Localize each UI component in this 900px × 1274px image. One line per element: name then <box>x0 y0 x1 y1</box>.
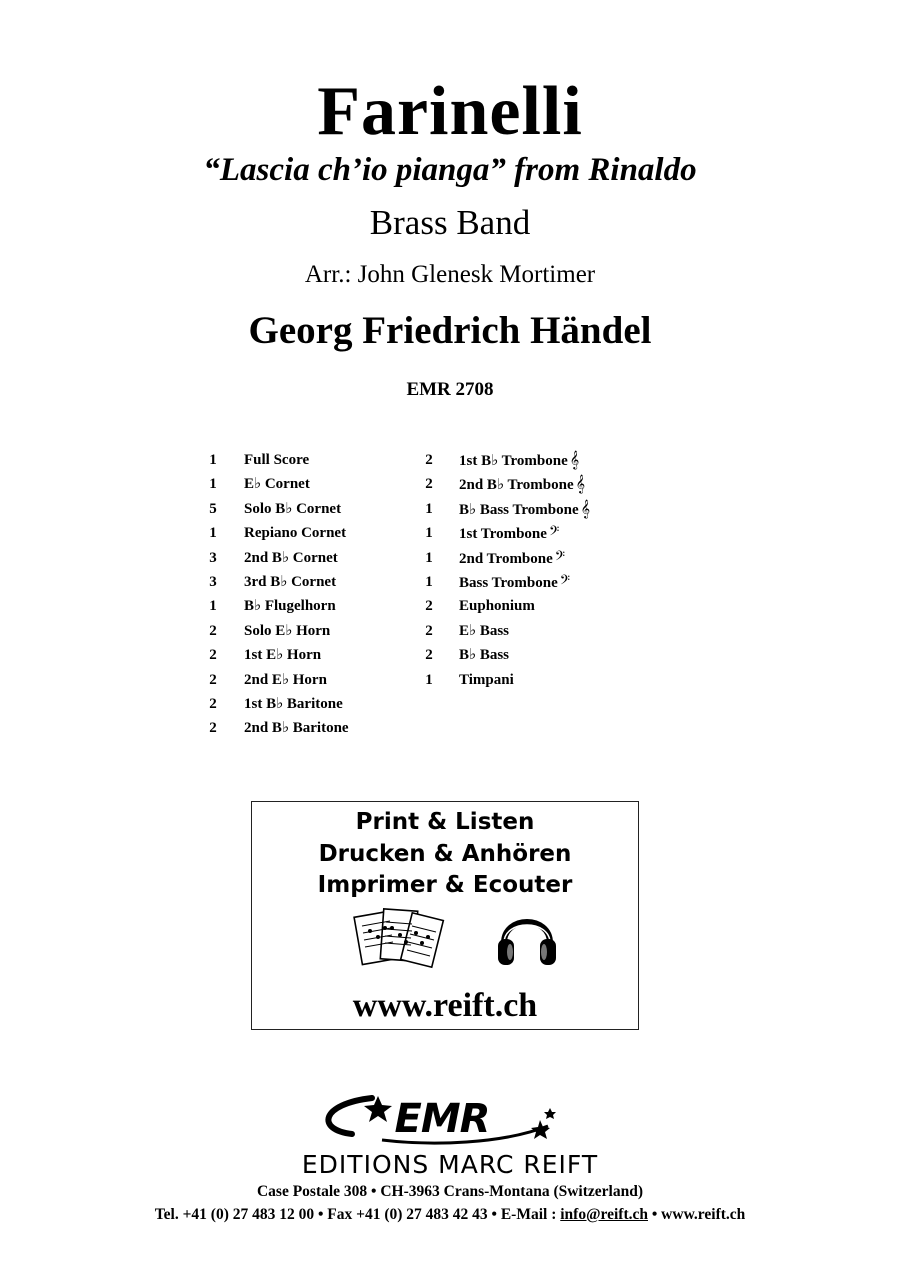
part-name-text: Bass Trombone <box>459 575 558 591</box>
svg-text:EMR: EMR <box>394 1096 490 1142</box>
treble-clef-icon: 𝄞 <box>569 450 580 469</box>
part-name <box>244 572 336 592</box>
catalog-number: EMR 2708 <box>406 379 494 400</box>
part-name <box>244 621 330 641</box>
part-name <box>244 450 309 470</box>
publisher-name: EDITIONS MARC REIFT <box>301 1150 599 1179</box>
print-listen-box <box>251 801 639 1030</box>
part-name <box>244 523 346 543</box>
bass-clef-icon: 𝄢 <box>559 572 571 591</box>
part-name-text: Solo B♭ Cornet <box>244 500 342 517</box>
part-name <box>244 499 341 519</box>
part-quantity: 2 <box>425 647 433 664</box>
part-name-text: 2nd B♭ Cornet <box>244 549 338 566</box>
part-name <box>459 548 565 569</box>
part-quantity: 2 <box>209 696 217 712</box>
bass-clef-icon: 𝄢 <box>554 547 566 567</box>
composer-name: Georg Friedrich Händel <box>248 309 652 352</box>
part-name-text: B♭ Flugelhorn <box>244 598 336 615</box>
part-name <box>459 596 535 616</box>
part-quantity: 2 <box>425 622 433 639</box>
bass-clef-icon: 𝄢 <box>548 523 560 543</box>
part-quantity: 1 <box>209 598 217 615</box>
part-name-text: Euphonium <box>459 598 535 615</box>
part-name <box>244 694 343 714</box>
part-name <box>244 474 310 494</box>
part-quantity: 1 <box>425 500 433 517</box>
part-name-text: 1st B♭ Baritone <box>244 696 343 712</box>
part-name-text: 2nd Trombone <box>459 550 553 567</box>
email-link[interactable]: info@reift.ch <box>560 1206 648 1223</box>
part-quantity: 2 <box>209 671 217 688</box>
part-name-text: Repiano Cornet <box>244 525 347 542</box>
part-quantity: 1 <box>209 476 217 493</box>
part-name <box>459 670 514 690</box>
part-name-text: E♭ Bass <box>459 622 510 639</box>
part-quantity: 2 <box>425 598 433 615</box>
piece-subtitle: “Lascia ch’io pianga” from Rinaldo <box>203 152 697 188</box>
part-name <box>459 645 509 665</box>
part-name-text: 2nd E♭ Horn <box>244 671 327 688</box>
promo-line-french: Imprimer & Ecouter <box>317 872 573 898</box>
part-quantity: 3 <box>209 574 217 590</box>
promo-website-link[interactable]: www.reift.ch <box>352 987 538 1024</box>
part-name <box>459 450 579 471</box>
part-quantity: 3 <box>209 549 217 566</box>
part-name <box>459 523 559 544</box>
contact-phone-fax: Tel. +41 (0) 27 483 12 00 • Fax +41 (0) 27 483 42 43 • E-Mail : <box>154 1206 561 1223</box>
part-quantity: 1 <box>425 549 433 566</box>
promo-line-english: Print & Listen <box>355 809 535 835</box>
part-name-text: 2nd B♭ Trombone <box>459 477 574 494</box>
contact-website: • www.reift.ch <box>648 1206 746 1223</box>
part-name-text: Solo E♭ Horn <box>244 622 331 639</box>
part-name <box>459 621 509 641</box>
part-name-text: 1st B♭ Trombone <box>459 453 568 469</box>
part-quantity: 2 <box>209 647 217 664</box>
part-quantity: 2 <box>425 476 433 493</box>
part-name <box>244 670 327 690</box>
publisher-address: Case Postale 308 • CH-3963 Crans-Montana (Switzerland) <box>256 1183 643 1200</box>
part-quantity: 1 <box>425 671 433 688</box>
treble-clef-icon: 𝄞 <box>575 474 586 494</box>
part-name-text: Timpani <box>459 671 514 688</box>
part-name-text: 3rd B♭ Cornet <box>244 574 337 590</box>
part-name-text: E♭ Cornet <box>244 476 310 493</box>
part-quantity: 1 <box>209 452 217 468</box>
part-name <box>459 474 585 495</box>
part-quantity: 2 <box>209 720 217 737</box>
piece-title: Farinelli <box>317 73 583 150</box>
part-name-text: B♭ Bass Trombone <box>459 501 579 518</box>
part-name-text: B♭ Bass <box>459 647 510 664</box>
emr-logo <box>312 1090 562 1148</box>
part-name <box>244 548 338 568</box>
arranger-credit: Arr.: John Glenesk Mortimer <box>304 261 596 288</box>
part-quantity: 1 <box>425 574 433 590</box>
part-quantity: 2 <box>425 452 433 468</box>
publisher-contact <box>0 1205 900 1225</box>
treble-clef-icon: 𝄞 <box>580 498 591 518</box>
part-quantity: 2 <box>209 622 217 639</box>
part-quantity: 1 <box>209 525 217 542</box>
part-name-text: 1st E♭ Horn <box>244 647 322 664</box>
part-name-text: 1st Trombone <box>459 526 547 543</box>
sheet-music-icon <box>352 906 448 976</box>
part-name <box>459 499 590 520</box>
headphones-icon <box>496 903 558 969</box>
ensemble-label: Brass Band <box>369 203 531 242</box>
part-name <box>244 596 336 616</box>
part-name <box>244 718 349 738</box>
part-name <box>459 572 570 593</box>
part-name <box>244 645 321 665</box>
part-name-text: Full Score <box>244 452 310 468</box>
part-quantity: 1 <box>425 525 433 542</box>
part-name-text: 2nd B♭ Baritone <box>244 720 349 737</box>
promo-line-german: Drucken & Anhören <box>318 841 572 867</box>
part-quantity: 5 <box>209 500 217 517</box>
